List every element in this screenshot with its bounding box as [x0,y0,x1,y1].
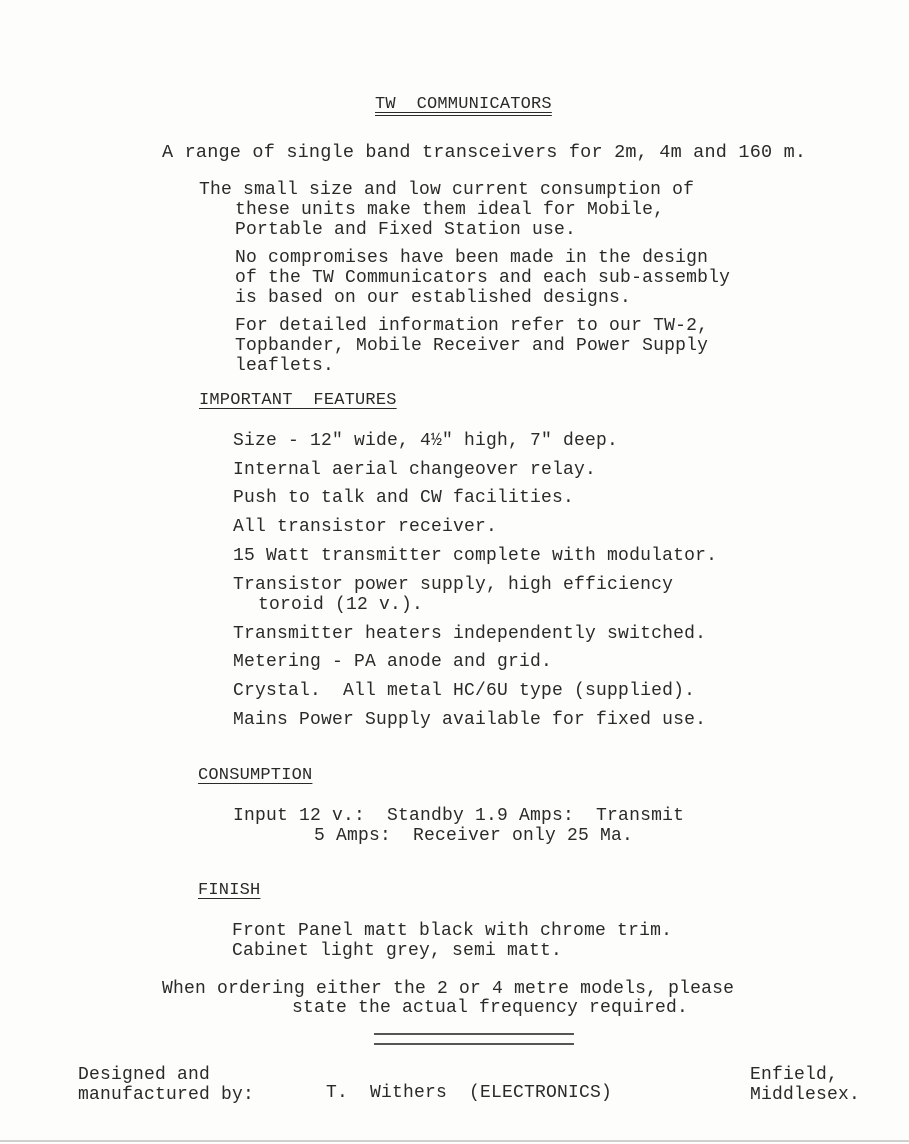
finish-line: Front Panel matt black with chrome trim. [232,921,673,941]
description-line: Portable and Fixed Station use. [235,220,577,240]
ordering-note: state the actual frequency required. [292,998,689,1018]
footer-manufactured-label: manufactured by: [78,1085,255,1105]
description-line: leaflets. [235,356,335,376]
feature-item: All transistor receiver. [233,517,498,537]
description-line: No compromises have been made in the design [235,248,709,268]
feature-item: Transistor power supply, high efficiency [233,575,674,595]
description-line: of the TW Communicators and each sub-assembly [235,268,731,288]
consumption-heading: CONSUMPTION [198,766,313,785]
finish-line: Cabinet light grey, semi matt. [232,941,563,961]
feature-item: 15 Watt transmitter complete with modulator. [233,546,718,566]
description-line: The small size and low current consumption of [199,180,695,200]
description-line: Topbander, Mobile Receiver and Power Supply [235,336,709,356]
feature-item: Internal aerial changeover relay. [233,460,597,480]
ordering-note: When ordering either the 2 or 4 metre models, please [162,979,735,999]
double-rule-divider [374,1033,574,1045]
footer-town: Enfield, [750,1065,839,1085]
feature-item: Crystal. All metal HC/6U type (supplied). [233,681,696,701]
footer-designed-label: Designed and [78,1065,211,1085]
finish-heading: FINISH [198,881,261,900]
description-line: these units make them ideal for Mobile, [235,200,665,220]
features-heading: IMPORTANT FEATURES [199,391,397,410]
feature-item: Size - 12" wide, 4½" high, 7" deep. [233,431,619,451]
feature-item: Metering - PA anode and grid. [233,652,553,672]
footer-county: Middlesex. [750,1085,861,1105]
page-edge-line [0,1140,909,1142]
footer-company-name: T. Withers (ELECTRONICS) [326,1083,613,1103]
consumption-line: 5 Amps: Receiver only 25 Ma. [314,826,634,846]
feature-item-continuation: toroid (12 v.). [258,595,424,615]
consumption-line: Input 12 v.: Standby 1.9 Amps: Transmit [233,806,685,826]
description-line: For detailed information refer to our TW-2, [235,316,709,336]
feature-item: Mains Power Supply available for fixed use. [233,710,707,730]
description-line: is based on our established designs. [235,288,632,308]
document-title: TW COMMUNICATORS [375,95,552,114]
feature-item: Transmitter heaters independently switched. [233,624,707,644]
intro-line: A range of single band transceivers for 2m, 4m and 160 m. [162,142,807,163]
feature-item: Push to talk and CW facilities. [233,488,575,508]
